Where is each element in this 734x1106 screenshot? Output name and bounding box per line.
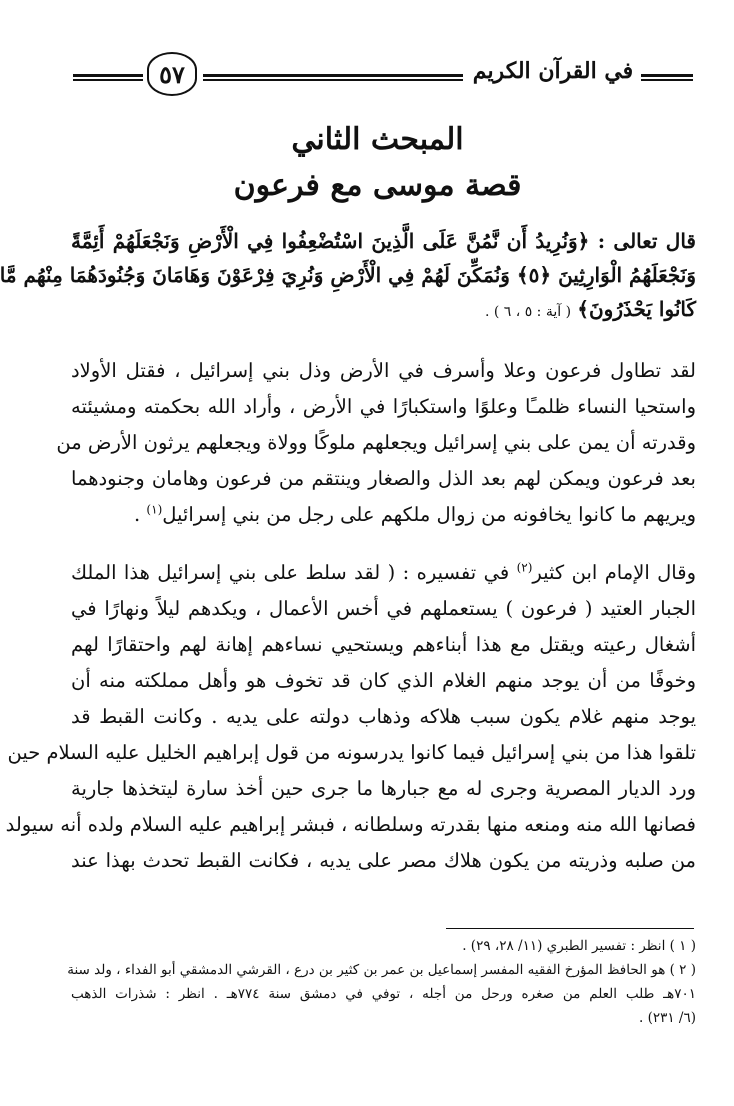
- paragraph-2-line-3: وقدرته أن يمن على بني إسرائيل ويجعلهم ملوكًا وولاة ويجعلهم يرثون الأرض من: [56, 431, 696, 454]
- paragraph-2-line-1: لقد تطاول فرعون وعلا وأسرف في الأرض وذل بني إسرائيل ، فقتل الأولاد: [71, 359, 696, 382]
- story-title: قصة موسى مع فرعون: [233, 168, 522, 203]
- header-rule-left: [73, 74, 143, 81]
- quran-verse-line-1: قال تعالى : ﴿وَنُرِيدُ أَن نَّمُنَّ عَلَى الَّذِينَ اسْتُضْعِفُوا فِي الْأَرْضِ وَنَجْعَلَهُمْ أَئِمَّةً: [71, 229, 696, 253]
- verse-reference: ( آية : ٥ ، ٦ ) .: [484, 304, 572, 320]
- paragraph-2-line-2: واستحيا النساء ظلمـًا وعلوًا واستكبارًا في الأرض ، وأراد الله بحكمته ومشيئته: [71, 395, 696, 418]
- header-rule-right: [641, 74, 693, 81]
- paragraph-2-line-5: [71, 498, 696, 532]
- paragraph-2-line-4: بعد فرعون ويمكن لهم بعد الذل والصغار وينتقم من فرعون وهامان وجنودهما: [71, 467, 696, 490]
- quran-verse-line-3: [71, 292, 696, 326]
- footnote-marker-1[interactable]: (١): [146, 502, 163, 517]
- header-rule-middle: [203, 74, 463, 81]
- section-title: المبحث الثاني: [291, 122, 464, 157]
- paragraph-3-line-9: من صلبه وذريته من يكون هلاك مصر على يديه ، فكانت القبط تحدث بهذا عند: [71, 849, 696, 872]
- running-header: [73, 52, 693, 100]
- footnote-1: ( ١ ) انظر : تفسير الطبري (١١/ ٢٨، ٢٩) .: [462, 938, 696, 954]
- footnote-2-line-3: (٦/ ٢٣١) .: [638, 1010, 696, 1026]
- footnote-marker-2[interactable]: (٢): [516, 560, 533, 575]
- paragraph-3-line-4: وخوفًا من أن يوجد منهم الغلام الذي كان قد تخوف هو وأهل مملكته منه أن: [71, 669, 696, 692]
- paragraph-3-line-1-a: وقال الإمام ابن كثير: [532, 561, 696, 584]
- quran-verse-line-2: وَنَجْعَلَهُمُ الْوَارِثِينَ ﴿٥﴾ وَنُمَكِّنَ لَهُمْ فِي الْأَرْضِ وَنُرِيَ فِرْعَوْنَ وَهَامَانَ وَجُنُودَهُمَا مِنْهُم مَّا: [0, 263, 696, 287]
- paragraph-3-line-1: [71, 556, 696, 590]
- footnote-separator: [446, 928, 694, 929]
- paragraph-2-line-5-end: .: [134, 503, 147, 526]
- paragraph-3-line-7: ورد الديار المصرية وجرى له مع جبارها ما جرى حين أخذ سارة ليتخذها جارية: [71, 777, 696, 800]
- paragraph-3-line-1-b: في تفسيره : ( لقد سلط على بني إسرائيل هذا الملك: [71, 561, 517, 584]
- paragraph-2-line-5-text: ويريهم ما كانوا يخافونه من زوال ملكهم على رجل من بني إسرائيل: [162, 503, 696, 526]
- paragraph-3-line-8: فصانها الله منه ومنعه منها بقدرته وسلطانه ، فبشر إبراهيم عليه السلام ولده أنه سيولد: [5, 813, 696, 836]
- running-title: في القرآن الكريم: [472, 58, 634, 84]
- footnote-2-line-2: ٧٠١هـ طلب العلم من صغره ورحل من أجله ، توفي في دمشق سنة ٧٧٤هـ . انظر : شذرات الذهب: [71, 986, 696, 1002]
- paragraph-3-line-5: يوجد منهم غلام يكون سبب هلاكه وذهاب دولته على يديه . وكانت القبط قد: [71, 705, 696, 728]
- page-number: ٥٧: [147, 52, 197, 96]
- paragraph-3-line-6: تلقوا هذا من بني إسرائيل فيما كانوا يدرسونه من قول إبراهيم الخليل عليه السلام حين: [7, 741, 696, 764]
- footnote-2-line-1: ( ٢ ) هو الحافظ المؤرخ الفقيه المفسر إسماعيل بن عمر بن كثير بن درع ، القرشي الدمشقي أبو الفداء ، ولد سنة: [67, 962, 696, 978]
- paragraph-3-line-3: أشغال رعيته ويقتل مع هذا أبناءهم ويستحيي نساءهم إهانة لهم واحتقارًا لهم: [71, 633, 696, 656]
- paragraph-3-line-2: الجبار العتيد ( فرعون ) يستعملهم في أخس الأعمال ، ويكدهم ليلاً ونهارًا في: [71, 597, 696, 620]
- quran-verse-end: كَانُوا يَحْذَرُونَ﴾: [577, 297, 696, 321]
